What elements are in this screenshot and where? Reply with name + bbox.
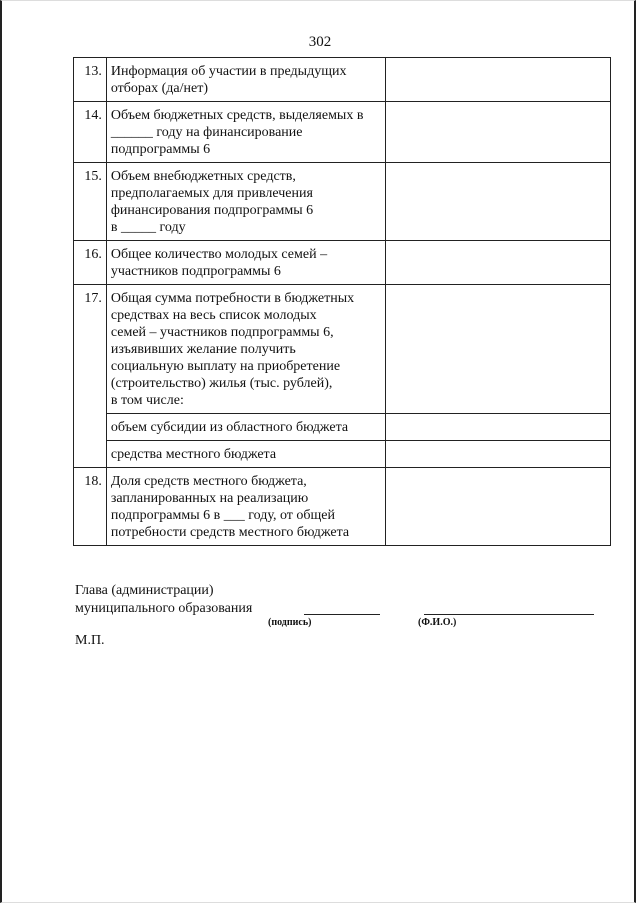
description-line: потребности средств местного бюджета <box>110 525 350 540</box>
value-cell[interactable] <box>386 468 611 546</box>
description-line: финансирования подпрограммы 6 <box>110 203 314 218</box>
description-line: отборах (да/нет) <box>110 81 209 96</box>
signature-block <box>75 582 252 618</box>
description-line: Общая сумма потребности в бюджетных <box>110 291 355 306</box>
table-row <box>74 468 611 546</box>
value-cell[interactable] <box>386 414 611 441</box>
description-line: участников подпрограммы 6 <box>110 264 281 279</box>
row-description <box>106 58 386 102</box>
subrow-description: средства местного бюджета <box>106 441 386 468</box>
description-line: социальную выплату на приобретение <box>110 359 341 374</box>
description-line: семей – участников подпрограммы 6, <box>110 325 334 340</box>
description-line: запланированных на реализацию <box>110 491 309 506</box>
description-line: средствах на весь список молодых <box>110 308 317 323</box>
description-line: Объем бюджетных средств, выделяемых в <box>110 108 364 123</box>
row-description <box>106 102 386 163</box>
description-line: (строительство) жилья (тыс. рублей), <box>110 376 333 391</box>
table-row <box>74 58 611 102</box>
signature-line <box>304 614 380 615</box>
page-number: 302 <box>308 34 332 50</box>
description-line: изъявивших желание получить <box>110 342 296 357</box>
description-line: подпрограммы 6 <box>110 142 211 157</box>
table-subrow <box>74 441 611 468</box>
fio-line <box>424 614 594 615</box>
signature-caption: (подпись) <box>268 617 312 628</box>
row-description <box>106 163 386 241</box>
row-number: 18. <box>74 468 107 546</box>
signature-title-line2: муниципального образования <box>75 601 253 616</box>
description-line: Общее количество молодых семей – <box>110 247 328 262</box>
description-line: Доля средств местного бюджета, <box>110 474 307 489</box>
fio-caption: (Ф.И.О.) <box>418 617 457 628</box>
table-body <box>74 58 611 546</box>
row-number: 16. <box>74 241 107 285</box>
row-description <box>106 241 386 285</box>
table-subrow <box>74 414 611 441</box>
description-line: предполагаемых для привлечения <box>110 186 313 201</box>
stamp-label: М.П. <box>75 633 105 648</box>
row-number: 13. <box>74 58 107 102</box>
subrow-description: объем субсидии из областного бюджета <box>106 414 386 441</box>
table-row <box>74 163 611 241</box>
row-number: 17. <box>74 285 107 468</box>
row-number: 15. <box>74 163 107 241</box>
value-cell[interactable] <box>386 441 611 468</box>
value-cell[interactable] <box>386 163 611 241</box>
form-table <box>73 57 611 546</box>
value-cell[interactable] <box>386 58 611 102</box>
value-cell[interactable] <box>386 285 611 414</box>
value-cell[interactable] <box>386 102 611 163</box>
row-description <box>106 285 386 414</box>
description-line: в том числе: <box>110 393 184 408</box>
description-line: ______ году на финансирование <box>110 125 303 140</box>
row-description <box>106 468 386 546</box>
description-line: подпрограммы 6 в ___ году, от общей <box>110 508 336 523</box>
value-cell[interactable] <box>386 241 611 285</box>
table-row <box>74 241 611 285</box>
table-row <box>74 285 611 414</box>
table-row <box>74 102 611 163</box>
description-line: Информация об участии в предыдущих <box>110 64 347 79</box>
description-line: в _____ году <box>110 220 186 235</box>
row-number: 14. <box>74 102 107 163</box>
description-line: Объем внебюджетных средств, <box>110 169 296 184</box>
signature-title-line1: Глава (администрации) <box>75 583 214 598</box>
